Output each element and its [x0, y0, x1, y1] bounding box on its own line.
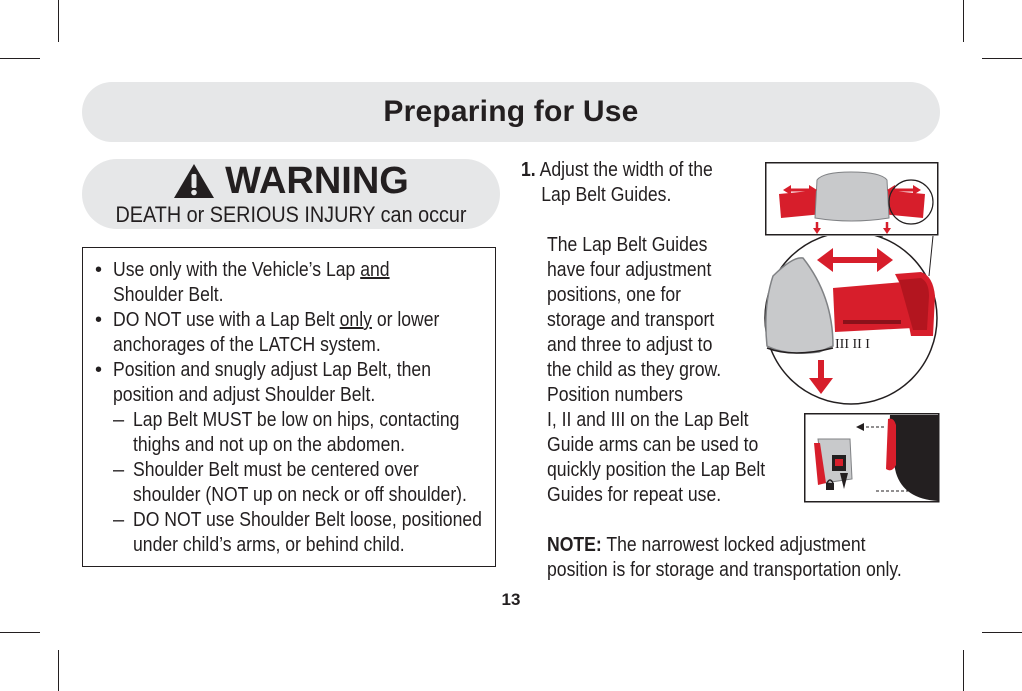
rule-text: thighs and not up on the abdomen.	[133, 434, 406, 456]
rule-item	[95, 358, 487, 408]
description-line: Position numbers	[547, 384, 683, 406]
rule-text: Lap Belt MUST be low on hips, contacting	[133, 409, 460, 431]
rule-text: under child’s arms, or behind child.	[133, 534, 405, 556]
rule-text: DO NOT use Shoulder Belt loose, positioned	[133, 509, 482, 531]
description-paragraph	[547, 233, 795, 508]
page-title: Preparing for Use	[383, 95, 639, 128]
crop-mark	[0, 58, 40, 59]
description-line: positions, one for	[547, 284, 682, 306]
warning-triangle-icon	[173, 163, 215, 199]
sub-rule-item	[95, 458, 487, 508]
step-text: Lap Belt Guides.	[541, 184, 672, 206]
lap-belt-guide-zoom-figure	[763, 236, 939, 406]
lock-detail-figure	[804, 413, 940, 503]
description-line: Guides for repeat use.	[547, 484, 722, 506]
step-number: 1.	[521, 159, 536, 181]
rule-text: position and adjust Shoulder Belt.	[113, 384, 376, 406]
description-line: The Lap Belt Guides	[547, 234, 708, 256]
crop-mark	[58, 650, 59, 691]
dash: –	[113, 509, 125, 531]
position-marks: III II I	[835, 337, 870, 352]
dash: –	[113, 409, 125, 431]
warning-subheading: DEATH or SERIOUS INJURY can occur	[115, 202, 467, 227]
note-paragraph	[547, 533, 950, 583]
description-line: have four adjustment	[547, 259, 712, 281]
rule-item	[95, 258, 487, 308]
rule-text: or lower	[371, 309, 440, 331]
warning-heading: WARNING	[225, 160, 409, 202]
step-text: Adjust the width of the	[539, 159, 713, 181]
rule-text: shoulder (NOT up on neck or off shoulder).	[133, 484, 467, 506]
note-text: position is for storage and transportation only.	[547, 559, 902, 581]
crop-mark	[963, 0, 964, 42]
note-text: The narrowest locked adjustment	[601, 534, 866, 556]
crop-mark	[982, 632, 1022, 633]
bullet: •	[95, 259, 103, 281]
sub-rule-item	[95, 408, 487, 458]
rule-emphasis: and	[360, 259, 390, 281]
crop-mark	[58, 0, 59, 42]
sub-rule-item	[95, 508, 487, 558]
description-line: I, II and III on the Lap Belt	[547, 409, 749, 431]
bullet: •	[95, 309, 103, 331]
page-number: 13	[501, 590, 521, 609]
dash: –	[113, 459, 125, 481]
step-1	[521, 158, 739, 208]
warning-banner	[82, 159, 500, 229]
warning-rules-box	[82, 247, 496, 567]
note-label: NOTE:	[547, 534, 602, 556]
description-line: quickly position the Lap Belt	[547, 459, 766, 481]
description-line: and three to adjust to	[547, 334, 713, 356]
rule-text: anchorages of the LATCH system.	[113, 334, 381, 356]
seat-top-view-figure	[765, 162, 939, 238]
description-line: storage and transport	[547, 309, 715, 331]
rule-emphasis: only	[339, 309, 372, 331]
title-bar	[82, 82, 940, 142]
crop-mark	[0, 632, 40, 633]
crop-mark	[963, 650, 964, 691]
rule-text: Position and snugly adjust Lap Belt, then	[113, 359, 431, 381]
rule-text: DO NOT use with a Lap Belt	[113, 309, 340, 331]
rule-text: Use only with the Vehicle’s Lap	[113, 259, 361, 281]
rule-text: Shoulder Belt.	[113, 284, 224, 306]
crop-mark	[982, 58, 1022, 59]
description-line: Guide arms can be used to	[547, 434, 759, 456]
warning-heading-row	[82, 161, 500, 201]
rule-text: Shoulder Belt must be centered over	[133, 459, 419, 481]
rule-item	[95, 308, 487, 358]
description-line: the child as they grow.	[547, 359, 722, 381]
bullet: •	[95, 359, 103, 381]
